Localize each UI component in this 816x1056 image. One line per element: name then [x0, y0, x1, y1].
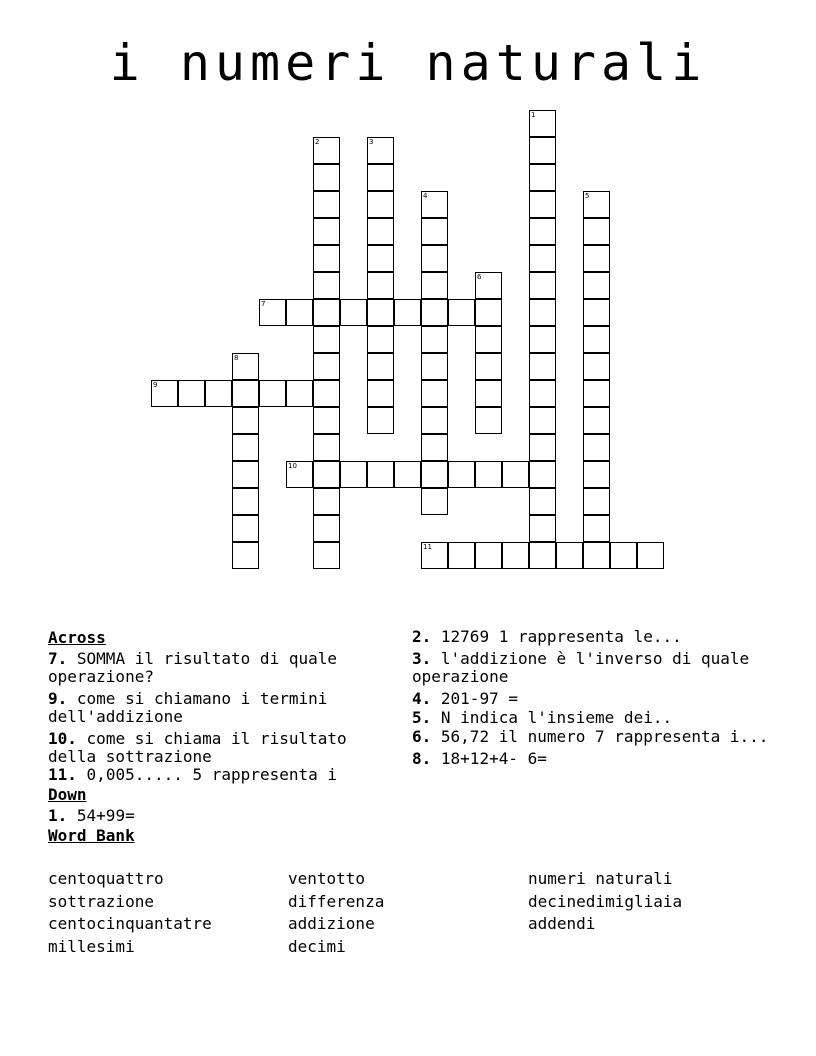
- clue-number: 7.: [48, 649, 68, 668]
- grid-cell[interactable]: [367, 380, 394, 407]
- across-clue-11: [48, 766, 403, 784]
- grid-cell[interactable]: [583, 488, 610, 515]
- grid-cell[interactable]: [421, 353, 448, 380]
- grid-cell[interactable]: [529, 461, 556, 488]
- word-bank-item: addizione: [288, 914, 375, 933]
- down-clue-2: [412, 628, 772, 646]
- grid-cell[interactable]: [313, 164, 340, 191]
- down-clue-1: [48, 807, 403, 825]
- clue-text: 0,005..... 5 rappresenta i: [86, 765, 337, 784]
- cell-number: 1: [531, 111, 536, 119]
- across-clue-10: [48, 730, 403, 766]
- grid-cell[interactable]: [367, 407, 394, 434]
- clue-text: 201-97 =: [440, 689, 518, 708]
- grid-cell[interactable]: [529, 326, 556, 353]
- clue-number: 6.: [412, 727, 432, 746]
- grid-cell[interactable]: [232, 542, 259, 569]
- clue-number: 3.: [412, 649, 432, 668]
- grid-cell[interactable]: [583, 272, 610, 299]
- grid-cell[interactable]: [313, 461, 340, 488]
- grid-cell[interactable]: [475, 299, 502, 326]
- grid-cell[interactable]: [529, 488, 556, 515]
- grid-cell[interactable]: [583, 326, 610, 353]
- word-bank: [48, 868, 768, 958]
- grid-cell[interactable]: [313, 434, 340, 461]
- grid-cell[interactable]: [367, 272, 394, 299]
- grid-cell[interactable]: [367, 326, 394, 353]
- grid-cell[interactable]: [421, 380, 448, 407]
- grid-cell[interactable]: [313, 191, 340, 218]
- grid-cell[interactable]: [313, 272, 340, 299]
- down-clue-6: [412, 728, 772, 746]
- grid-cell[interactable]: [421, 245, 448, 272]
- word-bank-item: sottrazione: [48, 891, 154, 911]
- grid-cell[interactable]: [529, 434, 556, 461]
- grid-cell[interactable]: [475, 461, 502, 488]
- grid-cell[interactable]: [529, 245, 556, 272]
- grid-cell[interactable]: [583, 353, 610, 380]
- clue-number: 2.: [412, 627, 432, 646]
- clues-column-right: [412, 628, 772, 772]
- grid-cell[interactable]: [475, 353, 502, 380]
- grid-cell[interactable]: [421, 461, 448, 488]
- clue-text: l'addizione è l'inverso di quale operazione: [412, 649, 750, 686]
- grid-cell[interactable]: [232, 488, 259, 515]
- grid-cell[interactable]: [286, 380, 313, 407]
- grid-cell[interactable]: [178, 380, 205, 407]
- grid-cell[interactable]: [529, 164, 556, 191]
- word-bank-item: millesimi: [48, 936, 135, 956]
- cell-number: 9: [153, 381, 158, 389]
- page-title: i numeri naturali: [109, 34, 707, 92]
- grid-cell[interactable]: [529, 299, 556, 326]
- grid-cell[interactable]: [529, 218, 556, 245]
- cell-number: 3: [369, 138, 374, 146]
- down-clue-8: [412, 750, 772, 768]
- cell-number: 10: [288, 462, 297, 470]
- grid-cell[interactable]: [583, 461, 610, 488]
- grid-cell[interactable]: [367, 164, 394, 191]
- grid-cell[interactable]: [313, 326, 340, 353]
- grid-cell[interactable]: [448, 461, 475, 488]
- grid-cell[interactable]: [313, 218, 340, 245]
- grid-cell[interactable]: [421, 407, 448, 434]
- grid-cell[interactable]: [340, 299, 367, 326]
- grid-cell[interactable]: [205, 380, 232, 407]
- grid-cell[interactable]: [313, 407, 340, 434]
- clue-text: come si chiamano i termini dell'addizione: [48, 689, 328, 726]
- grid-cell[interactable]: [475, 326, 502, 353]
- grid-cell[interactable]: [340, 461, 367, 488]
- cell-number: 8: [234, 354, 239, 362]
- grid-cell[interactable]: [556, 542, 583, 569]
- grid-cell[interactable]: [421, 299, 448, 326]
- grid-cell[interactable]: [583, 407, 610, 434]
- clue-number: 9.: [48, 689, 68, 708]
- grid-cell[interactable]: [529, 407, 556, 434]
- across-clue-7: [48, 650, 403, 686]
- word-bank-item: centoquattro: [48, 869, 164, 888]
- word-bank-item: centocinquantatre: [48, 914, 212, 933]
- grid-cell[interactable]: [583, 542, 610, 569]
- grid-cell[interactable]: [367, 461, 394, 488]
- grid-cell[interactable]: [529, 272, 556, 299]
- grid-cell[interactable]: [313, 299, 340, 326]
- word-bank-item: ventotto: [288, 869, 366, 888]
- grid-cell[interactable]: [367, 245, 394, 272]
- grid-cell[interactable]: [421, 218, 448, 245]
- clue-number: 5.: [412, 708, 432, 727]
- wordbank-heading: Word Bank: [48, 826, 135, 845]
- grid-cell[interactable]: [529, 353, 556, 380]
- word-bank-item: differenza: [288, 891, 385, 911]
- grid-cell[interactable]: [286, 299, 313, 326]
- grid-cell[interactable]: [232, 515, 259, 542]
- grid-cell[interactable]: [421, 434, 448, 461]
- word-bank-item: decimi: [288, 936, 346, 956]
- clue-number: 10.: [48, 729, 77, 748]
- cell-number: 6: [477, 273, 482, 281]
- clue-text: 56,72 il numero 7 rappresenta i...: [440, 727, 769, 746]
- grid-cell[interactable]: [529, 515, 556, 542]
- grid-cell[interactable]: [529, 191, 556, 218]
- grid-cell[interactable]: [637, 542, 664, 569]
- clues-column-left: [48, 628, 403, 848]
- grid-cell[interactable]: [232, 461, 259, 488]
- grid-cell[interactable]: [583, 515, 610, 542]
- clue-text: come si chiama il risultato della sottrazione: [48, 729, 347, 766]
- grid-cell[interactable]: [313, 488, 340, 515]
- grid-cell[interactable]: [583, 434, 610, 461]
- grid-cell[interactable]: [583, 299, 610, 326]
- down-clue-3: [412, 650, 772, 686]
- grid-cell[interactable]: [313, 542, 340, 569]
- grid-cell[interactable]: [367, 191, 394, 218]
- grid-cell[interactable]: [583, 218, 610, 245]
- clue-number: 1.: [48, 806, 68, 825]
- grid-cell[interactable]: [394, 299, 421, 326]
- clue-number: 4.: [412, 689, 432, 708]
- grid-cell[interactable]: [583, 380, 610, 407]
- grid-cell[interactable]: [610, 542, 637, 569]
- grid-cell[interactable]: [529, 380, 556, 407]
- across-clue-9: [48, 690, 403, 726]
- cell-number: 11: [423, 543, 432, 551]
- grid-cell[interactable]: [367, 299, 394, 326]
- cell-number: 2: [315, 138, 320, 146]
- clue-text: 18+12+4- 6=: [440, 749, 547, 768]
- grid-cell[interactable]: [421, 326, 448, 353]
- clue-text: N indica l'insieme dei..: [440, 708, 673, 727]
- grid-cell[interactable]: [583, 245, 610, 272]
- grid-cell[interactable]: [421, 488, 448, 515]
- down-clue-5: [412, 709, 772, 727]
- grid-cell[interactable]: [421, 272, 448, 299]
- clue-number: 11.: [48, 765, 77, 784]
- grid-cell[interactable]: [232, 380, 259, 407]
- grid-cell[interactable]: [259, 380, 286, 407]
- grid-cell[interactable]: [232, 407, 259, 434]
- grid-cell[interactable]: [448, 542, 475, 569]
- grid-cell[interactable]: [502, 461, 529, 488]
- word-bank-item: numeri naturali: [528, 869, 673, 888]
- grid-cell[interactable]: [475, 407, 502, 434]
- clue-text: 54+99=: [76, 806, 135, 825]
- grid-cell[interactable]: [475, 380, 502, 407]
- grid-cell[interactable]: [502, 542, 529, 569]
- grid-cell[interactable]: [367, 218, 394, 245]
- grid-cell[interactable]: [475, 542, 502, 569]
- word-bank-item: decinedimigliaia: [528, 891, 683, 911]
- grid-cell[interactable]: [394, 461, 421, 488]
- grid-cell[interactable]: [313, 245, 340, 272]
- grid-cell[interactable]: [232, 434, 259, 461]
- clue-number: 8.: [412, 749, 432, 768]
- clue-text: 12769 1 rappresenta le...: [440, 627, 682, 646]
- word-bank-item: addendi: [528, 914, 596, 933]
- down-heading: Down: [48, 785, 87, 804]
- grid-cell[interactable]: [448, 299, 475, 326]
- grid-cell[interactable]: [367, 353, 394, 380]
- clue-text: SOMMA il risultato di quale operazione?: [48, 649, 337, 686]
- grid-cell[interactable]: [529, 137, 556, 164]
- cell-number: 4: [423, 192, 428, 200]
- grid-cell[interactable]: [313, 353, 340, 380]
- across-heading: Across: [48, 628, 106, 647]
- grid-cell[interactable]: [313, 515, 340, 542]
- cell-number: 5: [585, 192, 590, 200]
- grid-cell[interactable]: [313, 380, 340, 407]
- cell-number: 7: [261, 300, 266, 308]
- down-clue-4: [412, 690, 772, 708]
- grid-cell[interactable]: [529, 542, 556, 569]
